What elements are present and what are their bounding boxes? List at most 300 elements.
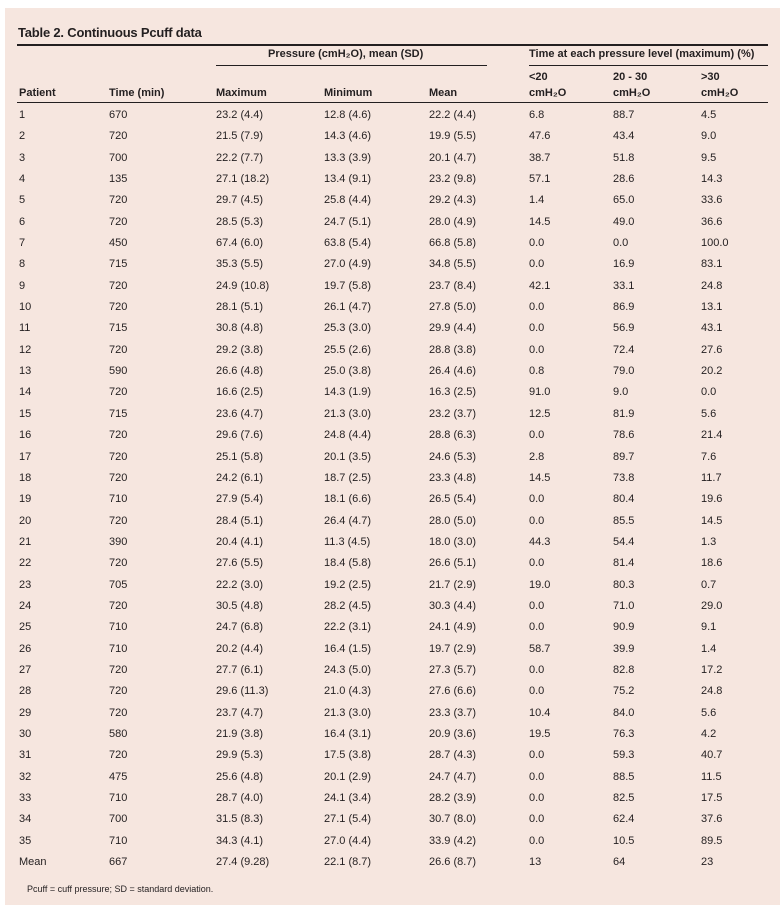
cell-mid: 16.9 — [613, 258, 635, 271]
table-row — [0, 810, 780, 831]
cell-patient: 1 — [19, 109, 26, 121]
cell-mean: 34.8 (5.5) — [429, 258, 477, 271]
cell-time: 715 — [109, 258, 128, 271]
cell-mid: 39.9 — [613, 642, 635, 655]
cell-minimum: 28.2 (4.5) — [324, 599, 372, 612]
table-row — [0, 554, 780, 575]
cell-mid: 33.1 — [613, 279, 635, 292]
cell-patient: 35 — [19, 834, 32, 847]
cell-time: 390 — [109, 535, 128, 548]
cell-patient: 10 — [19, 301, 32, 314]
cell-mean: 27.6 (6.6) — [429, 685, 477, 698]
cell-mean: 22.2 (4.4) — [429, 109, 477, 121]
cell-minimum: 21.3 (3.0) — [324, 706, 372, 719]
pressure-group-rule — [216, 65, 487, 66]
cell-mid: 51.8 — [613, 151, 635, 164]
table-row — [0, 277, 780, 298]
table-body — [0, 106, 780, 874]
header-lt20 — [529, 69, 566, 101]
cell-maximum: 25.1 (5.8) — [216, 450, 264, 463]
cell-minimum: 21.3 (3.0) — [324, 407, 372, 420]
cell-patient: 17 — [19, 450, 32, 463]
cell-mid: 71.0 — [613, 599, 635, 612]
cell-lt20: 14.5 — [529, 215, 551, 228]
cell-minimum: 25.8 (4.4) — [324, 194, 372, 207]
time-level-group-rule — [529, 65, 768, 66]
cell-maximum: 28.7 (4.0) — [216, 792, 264, 804]
cell-mid: 65.0 — [613, 194, 635, 207]
table-row — [0, 789, 780, 810]
cell-maximum: 29.2 (3.8) — [216, 343, 264, 356]
cell-mid: 85.5 — [613, 514, 635, 527]
cell-mean: 19.7 (2.9) — [429, 642, 477, 655]
cell-mid: 80.4 — [613, 493, 635, 506]
cell-patient: 7 — [19, 237, 26, 250]
cell-time: 715 — [109, 322, 128, 335]
cell-minimum: 16.4 (1.5) — [324, 642, 372, 655]
header-gt30 — [701, 69, 738, 101]
cell-maximum: 29.6 (11.3) — [216, 685, 269, 698]
table-row — [0, 768, 780, 789]
cell-mid: 81.4 — [613, 557, 635, 570]
cell-maximum: 29.9 (5.3) — [216, 749, 264, 762]
cell-lt20: 0.0 — [529, 258, 545, 271]
cell-gt30: 1.3 — [701, 535, 717, 548]
cell-gt30: 1.4 — [701, 642, 717, 655]
table-row — [0, 383, 780, 404]
cell-time: 705 — [109, 578, 128, 591]
cell-lt20: 0.0 — [529, 301, 545, 314]
header-time: Time (min) — [109, 87, 165, 99]
cell-time: 135 — [109, 173, 128, 186]
table-row — [0, 576, 780, 597]
cell-mean: 19.9 (5.5) — [429, 130, 477, 143]
cell-time: 720 — [109, 685, 128, 698]
cell-minimum: 22.1 (8.7) — [324, 856, 372, 869]
cell-lt20: 0.0 — [529, 322, 545, 335]
cell-minimum: 24.8 (4.4) — [324, 429, 372, 442]
cell-lt20: 14.5 — [529, 471, 551, 484]
table-row — [0, 191, 780, 212]
cell-maximum: 27.7 (6.1) — [216, 663, 264, 676]
cell-maximum: 29.7 (4.5) — [216, 194, 264, 207]
cell-patient: 3 — [19, 151, 26, 164]
cell-maximum: 25.6 (4.8) — [216, 770, 264, 783]
mean-row — [0, 853, 780, 874]
cell-mean: 23.7 (8.4) — [429, 279, 477, 292]
cell-minimum: 25.5 (2.6) — [324, 343, 372, 356]
cell-maximum: 27.1 (18.2) — [216, 173, 270, 186]
cell-mean: 23.3 (3.7) — [429, 706, 477, 719]
cell-time: 720 — [109, 663, 128, 676]
header-maximum: Maximum — [216, 87, 267, 99]
cell-minimum: 17.5 (3.8) — [324, 749, 372, 762]
cell-maximum: 27.6 (5.5) — [216, 557, 264, 570]
cell-minimum: 21.0 (4.3) — [324, 685, 372, 698]
cell-mean: 24.7 (4.7) — [429, 770, 477, 783]
cell-maximum: 27.4 (9.28) — [216, 856, 270, 869]
cell-lt20: 0.0 — [529, 599, 545, 612]
cell-minimum: 26.1 (4.7) — [324, 301, 372, 314]
cell-patient: 22 — [19, 557, 32, 570]
cell-lt20: 19.0 — [529, 578, 551, 591]
table-row — [0, 405, 780, 426]
cell-maximum: 24.2 (6.1) — [216, 471, 264, 484]
cell-minimum: 14.3 (4.6) — [324, 130, 372, 143]
table-row — [0, 319, 780, 340]
cell-mid: 9.0 — [613, 386, 629, 399]
table-row — [0, 597, 780, 618]
cell-time: 720 — [109, 471, 128, 484]
cell-lt20: 0.0 — [529, 429, 545, 442]
cell-minimum: 27.1 (5.4) — [324, 813, 372, 826]
cell-maximum: 26.6 (4.8) — [216, 365, 264, 378]
cell-gt30: 89.5 — [701, 834, 723, 847]
cell-mean: 24.1 (4.9) — [429, 621, 477, 634]
cell-minimum: 19.7 (5.8) — [324, 279, 372, 292]
cell-mean: 21.7 (2.9) — [429, 578, 477, 591]
cell-lt20: 0.0 — [529, 343, 545, 356]
cell-minimum: 22.2 (3.1) — [324, 621, 372, 634]
cell-maximum: 24.9 (10.8) — [216, 279, 270, 292]
cell-minimum: 27.0 (4.9) — [324, 258, 372, 271]
cell-maximum: 22.2 (7.7) — [216, 151, 264, 164]
cell-mean: 26.6 (5.1) — [429, 557, 477, 570]
cell-maximum: 23.6 (4.7) — [216, 407, 264, 420]
cell-maximum: 16.6 (2.5) — [216, 386, 264, 399]
cell-minimum: 24.3 (5.0) — [324, 663, 372, 676]
cell-minimum: 18.1 (6.6) — [324, 493, 372, 506]
cell-time: 670 — [109, 109, 128, 121]
cell-time: 700 — [109, 813, 128, 826]
cell-patient: 23 — [19, 578, 32, 591]
header-lt20-value: <20 — [529, 71, 548, 83]
cell-maximum: 23.2 (4.4) — [216, 109, 264, 121]
cell-mid: 73.8 — [613, 471, 635, 484]
cell-gt30: 13.1 — [701, 301, 723, 314]
cell-time: 475 — [109, 770, 128, 783]
header-20-30-value: 20 - 30 — [613, 71, 648, 83]
pressure-group-header: Pressure (cmH₂O), mean (SD) — [268, 48, 424, 60]
cell-gt30: 18.6 — [701, 557, 723, 570]
cell-time: 720 — [109, 343, 128, 356]
table-row — [0, 362, 780, 383]
table-row — [0, 149, 780, 170]
cell-minimum: 14.3 (1.9) — [324, 386, 372, 399]
cell-patient: 2 — [19, 130, 26, 143]
cell-time: 590 — [109, 365, 128, 378]
cell-time: 667 — [109, 856, 128, 869]
table-row — [0, 533, 780, 554]
cell-gt30: 83.1 — [701, 258, 723, 271]
cell-lt20: 38.7 — [529, 151, 551, 164]
cell-gt30: 14.3 — [701, 173, 723, 186]
cell-lt20: 2.8 — [529, 450, 545, 463]
cell-mid: 90.9 — [613, 621, 635, 634]
cell-time: 710 — [109, 493, 128, 506]
table-title: Table 2. Continuous Pcuff data — [18, 25, 202, 40]
cell-patient: 30 — [19, 727, 32, 740]
header-lt20-unit: cmH₂O — [529, 87, 567, 99]
cell-minimum: 12.8 (4.6) — [324, 109, 372, 121]
cell-gt30: 27.6 — [701, 343, 723, 356]
cell-gt30: 4.5 — [701, 109, 717, 121]
cell-lt20: 0.0 — [529, 557, 545, 570]
table-row — [0, 832, 780, 853]
cell-mean: 27.8 (5.0) — [429, 301, 477, 314]
cell-lt20: 0.0 — [529, 813, 545, 826]
cell-gt30: 37.6 — [701, 813, 723, 826]
cell-patient: 27 — [19, 663, 32, 676]
cell-patient: 18 — [19, 471, 32, 484]
cell-minimum: 25.3 (3.0) — [324, 322, 372, 335]
header-20-30 — [613, 69, 650, 101]
cell-gt30: 17.5 — [701, 792, 723, 804]
cell-minimum: 24.7 (5.1) — [324, 215, 372, 228]
cell-maximum: 30.5 (4.8) — [216, 599, 264, 612]
table-row — [0, 704, 780, 725]
cell-maximum: 67.4 (6.0) — [216, 237, 264, 250]
cell-time: 720 — [109, 450, 128, 463]
cell-minimum: 13.4 (9.1) — [324, 173, 372, 186]
cell-maximum: 21.9 (3.8) — [216, 727, 264, 740]
cell-patient: 14 — [19, 386, 32, 399]
table-row — [0, 234, 780, 255]
cell-gt30: 43.1 — [701, 322, 723, 335]
cell-minimum: 11.3 (4.5) — [324, 535, 371, 548]
cell-mid: 72.4 — [613, 343, 635, 356]
table-row — [0, 213, 780, 234]
cell-gt30: 36.6 — [701, 215, 723, 228]
cell-mid: 28.6 — [613, 173, 635, 186]
header-rule — [17, 102, 768, 103]
cell-mean: 33.9 (4.2) — [429, 834, 477, 847]
cell-mid: 88.7 — [613, 109, 635, 121]
cell-gt30: 0.7 — [701, 578, 717, 591]
cell-patient: 6 — [19, 215, 26, 228]
cell-maximum: 28.4 (5.1) — [216, 514, 264, 527]
cell-mean: 26.5 (5.4) — [429, 493, 477, 506]
cell-lt20: 1.4 — [529, 194, 545, 207]
cell-gt30: 9.1 — [701, 621, 717, 634]
cell-lt20: 13 — [529, 856, 542, 869]
footnote: Pcuff = cuff pressure; SD = standard deviation. — [27, 884, 214, 894]
cell-patient: 9 — [19, 279, 26, 292]
cell-maximum: 30.8 (4.8) — [216, 322, 264, 335]
table-row — [0, 661, 780, 682]
cell-patient: 20 — [19, 514, 32, 527]
cell-mean: 24.6 (5.3) — [429, 450, 477, 463]
cell-mean: 28.7 (4.3) — [429, 749, 477, 762]
cell-mid: 81.9 — [613, 407, 635, 420]
cell-minimum: 25.0 (3.8) — [324, 365, 372, 378]
cell-gt30: 23 — [701, 856, 714, 869]
cell-gt30: 20.2 — [701, 365, 723, 378]
header-gt30-unit: cmH₂O — [701, 87, 739, 99]
cell-minimum: 27.0 (4.4) — [324, 834, 372, 847]
cell-maximum: 29.6 (7.6) — [216, 429, 264, 442]
cell-mean: 28.0 (4.9) — [429, 215, 477, 228]
cell-time: 700 — [109, 151, 128, 164]
cell-mid: 75.2 — [613, 685, 635, 698]
cell-gt30: 40.7 — [701, 749, 723, 762]
cell-minimum: 63.8 (5.4) — [324, 237, 372, 250]
cell-gt30: 7.6 — [701, 450, 717, 463]
cell-mid: 76.3 — [613, 727, 635, 740]
cell-mid: 43.4 — [613, 130, 635, 143]
cell-mean: 23.2 (9.8) — [429, 173, 477, 186]
cell-mid: 79.0 — [613, 365, 635, 378]
cell-mean: 30.3 (4.4) — [429, 599, 477, 612]
cell-mean: 30.7 (8.0) — [429, 813, 477, 826]
cell-lt20: 44.3 — [529, 535, 551, 548]
cell-minimum: 24.1 (3.4) — [324, 792, 372, 804]
cell-gt30: 33.6 — [701, 194, 723, 207]
table-row — [0, 298, 780, 319]
table-row — [0, 448, 780, 469]
cell-time: 720 — [109, 386, 128, 399]
header-minimum: Minimum — [324, 87, 373, 99]
cell-patient: 31 — [19, 749, 32, 762]
cell-maximum: 34.3 (4.1) — [216, 834, 264, 847]
cell-lt20: 0.0 — [529, 834, 545, 847]
cell-patient: 32 — [19, 770, 32, 783]
cell-mean: 23.2 (3.7) — [429, 407, 477, 420]
cell-patient: Mean — [19, 856, 47, 869]
cell-lt20: 58.7 — [529, 642, 551, 655]
cell-mean: 29.9 (4.4) — [429, 322, 477, 335]
cell-patient: 21 — [19, 535, 32, 548]
cell-mid: 10.5 — [613, 834, 635, 847]
cell-time: 720 — [109, 215, 128, 228]
cell-gt30: 14.5 — [701, 514, 723, 527]
cell-mean: 28.8 (3.8) — [429, 343, 477, 356]
cell-time: 710 — [109, 792, 128, 804]
cell-time: 720 — [109, 301, 128, 314]
cell-gt30: 19.6 — [701, 493, 723, 506]
cell-gt30: 17.2 — [701, 663, 723, 676]
cell-gt30: 11.7 — [701, 471, 722, 484]
cell-mean: 28.8 (6.3) — [429, 429, 477, 442]
cell-gt30: 100.0 — [701, 237, 729, 250]
cell-maximum: 28.5 (5.3) — [216, 215, 264, 228]
cell-gt30: 9.5 — [701, 151, 717, 164]
cell-patient: 15 — [19, 407, 32, 420]
cell-lt20: 47.6 — [529, 130, 551, 143]
cell-patient: 8 — [19, 258, 26, 271]
cell-time: 710 — [109, 621, 128, 634]
cell-time: 710 — [109, 642, 128, 655]
cell-mean: 16.3 (2.5) — [429, 386, 477, 399]
cell-lt20: 0.0 — [529, 514, 545, 527]
table-row — [0, 469, 780, 490]
cell-mid: 0.0 — [613, 237, 629, 250]
cell-maximum: 24.7 (6.8) — [216, 621, 264, 634]
cell-time: 720 — [109, 514, 128, 527]
cell-mid: 84.0 — [613, 706, 635, 719]
cell-gt30: 24.8 — [701, 685, 723, 698]
cell-time: 720 — [109, 706, 128, 719]
cell-maximum: 31.5 (8.3) — [216, 813, 264, 826]
cell-patient: 11 — [19, 322, 31, 335]
cell-minimum: 18.4 (5.8) — [324, 557, 372, 570]
cell-gt30: 21.4 — [701, 429, 723, 442]
cell-lt20: 0.0 — [529, 663, 545, 676]
cell-lt20: 0.0 — [529, 237, 545, 250]
cell-mean: 28.2 (3.9) — [429, 792, 477, 804]
table-row — [0, 618, 780, 639]
cell-mean: 26.6 (8.7) — [429, 856, 477, 869]
cell-lt20: 91.0 — [529, 386, 551, 399]
cell-patient: 26 — [19, 642, 32, 655]
cell-minimum: 13.3 (3.9) — [324, 151, 372, 164]
cell-mid: 82.5 — [613, 792, 635, 804]
table-row — [0, 170, 780, 191]
header-mean: Mean — [429, 87, 458, 99]
cell-lt20: 10.4 — [529, 706, 551, 719]
table-row — [0, 512, 780, 533]
time-level-group-header: Time at each pressure level (maximum) (%) — [529, 48, 755, 60]
table-row — [0, 682, 780, 703]
table-row — [0, 106, 780, 127]
cell-maximum: 27.9 (5.4) — [216, 493, 264, 506]
cell-mid: 78.6 — [613, 429, 635, 442]
cell-mid: 62.4 — [613, 813, 635, 826]
cell-mean: 20.1 (4.7) — [429, 151, 477, 164]
cell-maximum: 21.5 (7.9) — [216, 130, 264, 143]
cell-minimum: 18.7 (2.5) — [324, 471, 372, 484]
cell-lt20: 42.1 — [529, 279, 551, 292]
cell-mid: 54.4 — [613, 535, 635, 548]
cell-mid: 80.3 — [613, 578, 635, 591]
cell-mid: 86.9 — [613, 301, 635, 314]
cell-time: 580 — [109, 727, 128, 740]
cell-minimum: 20.1 (3.5) — [324, 450, 372, 463]
table-row — [0, 725, 780, 746]
cell-time: 720 — [109, 279, 128, 292]
cell-time: 720 — [109, 749, 128, 762]
cell-time: 720 — [109, 429, 128, 442]
cell-mean: 20.9 (3.6) — [429, 727, 477, 740]
cell-lt20: 0.0 — [529, 621, 545, 634]
table-row — [0, 640, 780, 661]
table-row — [0, 490, 780, 511]
cell-maximum: 20.4 (4.1) — [216, 535, 264, 548]
cell-lt20: 0.8 — [529, 365, 545, 378]
cell-lt20: 0.0 — [529, 749, 545, 762]
cell-lt20: 0.0 — [529, 685, 545, 698]
cell-minimum: 20.1 (2.9) — [324, 770, 372, 783]
cell-patient: 28 — [19, 685, 32, 698]
top-rule — [17, 44, 768, 46]
cell-maximum: 28.1 (5.1) — [216, 301, 264, 314]
table-row — [0, 255, 780, 276]
cell-time: 715 — [109, 407, 128, 420]
header-20-30-unit: cmH₂O — [613, 87, 651, 99]
cell-lt20: 0.0 — [529, 493, 545, 506]
cell-mid: 56.9 — [613, 322, 635, 335]
table-row — [0, 426, 780, 447]
cell-mean: 29.2 (4.3) — [429, 194, 477, 207]
cell-patient: 12 — [19, 343, 32, 356]
cell-mid: 64 — [613, 856, 626, 869]
cell-gt30: 0.0 — [701, 386, 717, 399]
cell-patient: 29 — [19, 706, 32, 719]
cell-gt30: 29.0 — [701, 599, 723, 612]
cell-maximum: 22.2 (3.0) — [216, 578, 264, 591]
cell-gt30: 9.0 — [701, 130, 717, 143]
cell-gt30: 5.6 — [701, 706, 717, 719]
